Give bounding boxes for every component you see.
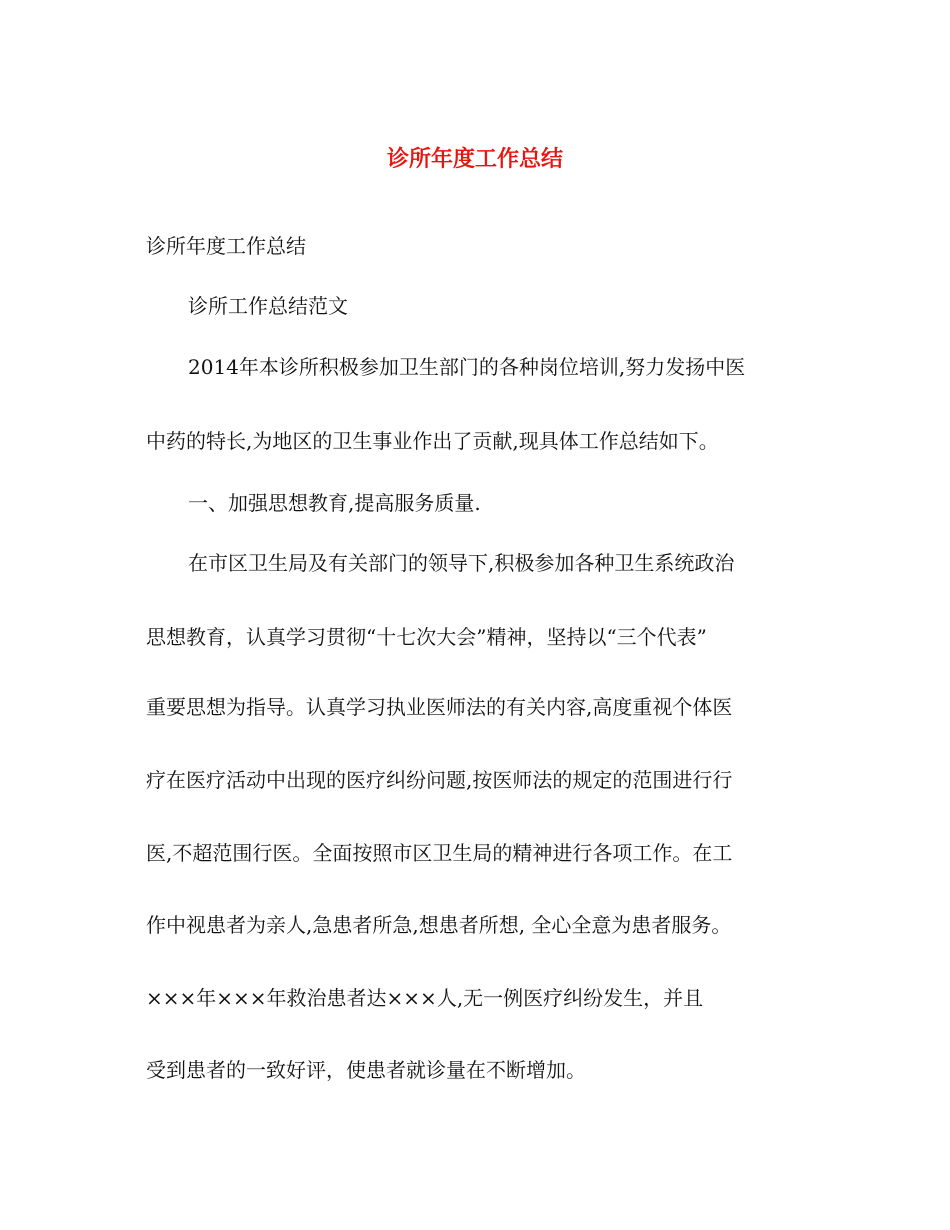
body-subheading: 诊所工作总结范文 [188, 294, 348, 318]
paragraph-line: 医,不超范围行医。全面按照市区卫生局的精神进行各项工作。在工 [146, 841, 733, 865]
paragraph-line: 作中视患者为亲人,急患者所急,想患者所想, 全心全意为患者服务。 [146, 913, 732, 937]
paragraph-line: 受到患者的一致好评，使患者就诊量在不断增加。 [146, 1058, 586, 1082]
body-heading: 诊所年度工作总结 [146, 234, 306, 258]
paragraph-line: 在市区卫生局及有关部门的领导下,积极参加各种卫生系统政治 [188, 551, 735, 575]
document-title: 诊所年度工作总结 [386, 147, 563, 172]
paragraph-line: 中药的特长,为地区的卫生事业作出了贡献,现具体工作总结如下。 [146, 429, 719, 453]
paragraph-line: ×××年×××年救治患者达×××人,无一例医疗纠纷发生，并且 [146, 986, 704, 1010]
paragraph-line: 思想教育，认真学习贯彻“十七次大会”精神，坚持以“三个代表” [146, 625, 707, 649]
paragraph-line: 2014年本诊所积极参加卫生部门的各种岗位培训,努力发扬中医 [188, 355, 746, 379]
section-heading: 一、加强思想教育,提高服务质量. [188, 491, 481, 515]
paragraph-line: 疗在医疗活动中出现的医疗纠纷问题,按医师法的规定的范围进行行 [146, 768, 733, 792]
paragraph-line: 重要思想为指导。认真学习执业医师法的有关内容,高度重视个体医 [146, 695, 733, 719]
